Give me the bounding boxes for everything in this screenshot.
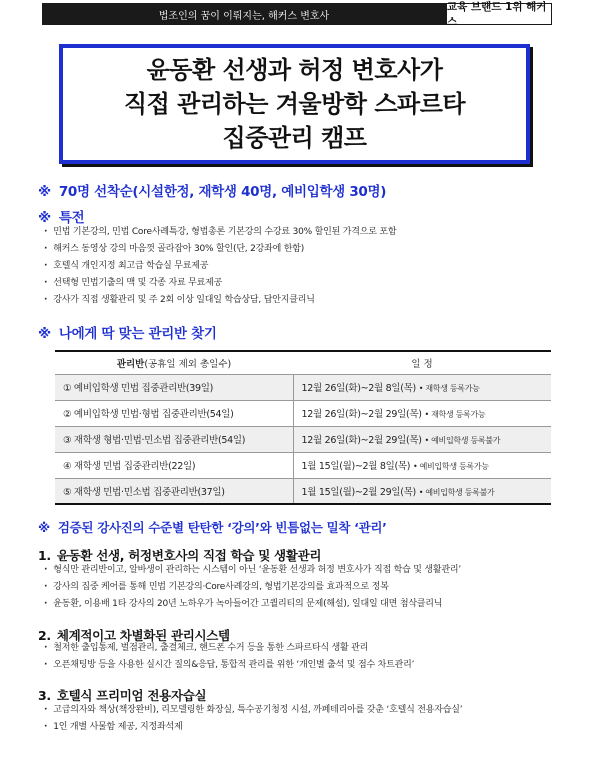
benefits-list [44,224,396,309]
title-line-1: 윤동환 선생과 허정 변호사가 [146,56,443,84]
reference-mark-icon: ※ [38,520,50,535]
class-name: ② 예비입학생 민법·형법 집중관리반(54일) [55,400,293,426]
point-1-list [44,562,461,613]
class-schedule: 1월 15일(월)~2월 8일(목) • 예비입학생 등록가능 [293,452,551,478]
point-1-heading: 1. 윤동환 선생, 허정변호사의 직접 학습 및 생활관리 [38,548,322,563]
capacity-heading [38,180,386,200]
title-box [59,44,530,164]
class-schedule: 12월 26일(화)~2월 29일(목) • 예비입학생 등록불가 [293,426,551,452]
reference-mark-icon: ※ [38,184,51,200]
header-brand: 교육 브랜드 1위 해커스 [446,3,552,25]
header-bar [42,1,552,28]
title-line-3: 집중관리 캠프 [222,124,367,152]
list-item: · 강사의 집중 케어를 통해 민법 기본강의·Core사례강의, 형법기본강의를 효과적으로 정복 [44,579,461,596]
table-row [55,426,551,452]
reference-mark-icon: ※ [38,210,51,226]
table-row [55,478,551,504]
class-schedule: 12월 26일(화)~2월 8일(목) • 재학생 등록가능 [293,374,551,400]
list-item: · 1인 개별 사물함 제공, 지정좌석제 [44,719,462,736]
table-row [55,452,551,478]
column-header-schedule: 일 정 [293,351,551,374]
list-item: · 철저한 출입통제, 벌점관리, 출결체크, 핸드폰 수거 등을 통한 스파르타식 생활 관리 [44,640,414,657]
point-3-heading: 3. 호텔식 프리미엄 전용자습실 [38,688,207,703]
point-2-list [44,640,414,674]
class-name: ③ 재학생 형법·민법·민소법 집중관리반(54일) [55,426,293,452]
list-item: · 해커스 동영상 강의 마음껏 골라잡아 30% 할인(단, 2강좌에 한함) [44,241,396,258]
column-header-class: 관리반(공휴일 제외 총일수) [55,351,293,374]
verified-heading [38,518,387,536]
list-item: · 강사가 직접 생활관리 및 주 2회 이상 일대일 학습상담, 답안지클리닉 [44,292,396,309]
class-schedule: 12월 26일(화)~2월 29일(목) • 재학생 등록가능 [293,400,551,426]
list-item: · 고급의자와 책상(책장완비), 리모델링한 화장실, 특수공기청정 시설, 까페테리아를 갖춘 ‘호텔식 전용자습실’ [44,702,462,719]
point-3-list [44,702,462,736]
schedule-heading [38,322,217,342]
list-item: · 선택형 민법기출의 맥 및 각종 자료 무료제공 [44,275,396,292]
verified-title: 검증된 강사진의 수준별 탄탄한 ‘강의’와 빈틈없는 밀착 ‘관리’ [57,520,387,535]
list-item: · 윤동환, 이용배 1타 강사의 20년 노하우가 녹아들어간 고퀄리티의 문제(해설), 일대일 대면 첨삭클리닉 [44,596,461,613]
list-item: · 형식만 관리반이고, 알바생이 관리하는 시스템이 아닌 ‘윤동환 선생과 허정 변호사가 직접 학습 및 생활관리’ [44,562,461,579]
capacity-text: 70명 선착순(시설한정, 재학생 40명, 예비입학생 30명) [58,184,387,200]
class-name: ⑤ 재학생 민법·민소법 집중관리반(37일) [55,478,293,504]
benefits-title: 특전 [58,210,85,226]
list-item: · 호텔식 개인지정 최고급 학습실 무료제공 [44,258,396,275]
header-slogan: 법조인의 꿈이 이뤄지는, 해커스 변호사 [42,3,446,25]
reference-mark-icon: ※ [38,326,51,342]
class-name: ④ 재학생 민법 집중관리반(22일) [55,452,293,478]
list-item: · 민법 기본강의, 민법 Core사례특강, 형법총론 기본강의 수강료 30% 할인된 가격으로 포함 [44,224,396,241]
title-line-2: 직접 관리하는 겨울방학 스파르타 [123,90,466,118]
class-name: ① 예비입학생 민법 집중관리반(39일) [55,374,293,400]
point-2-heading: 2. 체계적이고 차별화된 관리시스템 [38,628,230,643]
list-item: · 오픈채팅방 등을 사용한 실시간 질의&응답, 통합적 관리를 위한 ‘개인별 출석 및 점수 차트관리’ [44,657,414,674]
table-row [55,400,551,426]
schedule-table [55,350,551,505]
table-header-row [55,351,551,374]
schedule-title: 나에게 딱 맞는 관리반 찾기 [58,326,217,342]
class-schedule: 1월 15일(월)~2월 29일(목) • 예비입학생 등록불가 [293,478,551,504]
table-row [55,374,551,400]
benefits-heading [38,206,84,226]
